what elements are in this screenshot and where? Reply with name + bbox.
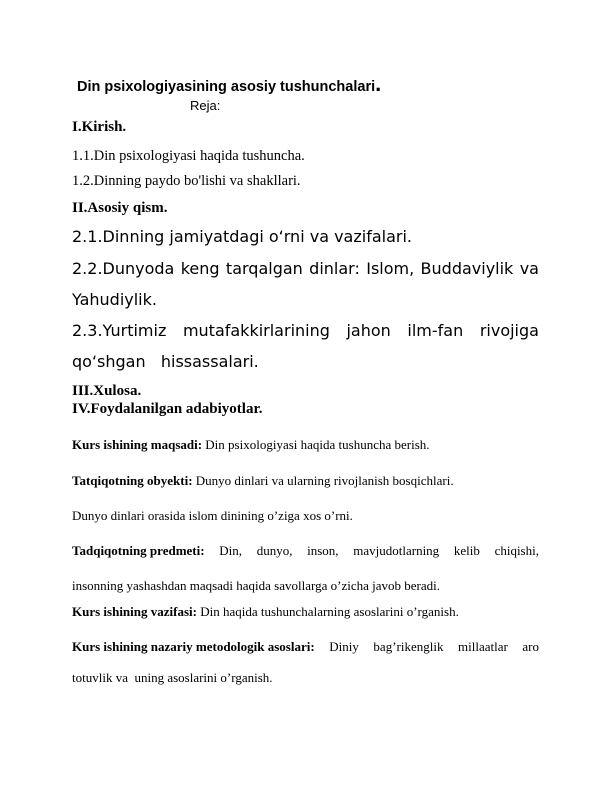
research-subject-line2: insonning yashashdan maqsadi haqida savollarga o’zicha javob beradi. xyxy=(72,578,440,593)
research-object-text: Dunyo dinlari va ularning rivojlanish bosqichlari. xyxy=(192,473,454,488)
word: Buddaviylik xyxy=(420,259,514,278)
word: 2.2.Dunyoda xyxy=(72,259,175,278)
title-dot: . xyxy=(375,71,382,96)
plan-item-1-2: 1.2.Dinning paydo bo'lishi va shakllari. xyxy=(72,173,301,189)
course-goal-text: Din psixologiyasi haqida tushuncha berish. xyxy=(202,437,430,452)
course-task-label: Kurs ishining vazifasi: xyxy=(72,604,197,619)
word: aro xyxy=(522,639,539,654)
word: kelib xyxy=(453,543,480,558)
plan-main: II.Asosiy qism. xyxy=(72,200,168,216)
research-object-label: Tatqiqotning obyekti: xyxy=(72,473,193,488)
course-task-text: Din haqida tushunchalarning asoslarini o’rganish. xyxy=(196,604,459,619)
word: millaatlar xyxy=(458,639,508,654)
word: keng xyxy=(180,259,220,278)
document-title-text: Din psixologiyasining asosiy tushunchalari xyxy=(77,79,376,95)
word: rivojiga xyxy=(479,321,539,340)
word: inson, xyxy=(307,543,339,558)
word: va xyxy=(519,259,539,278)
word: bag’rikenglik xyxy=(373,639,444,654)
course-method-label: Kurs ishining nazariy metodologik asoslari: xyxy=(72,639,315,654)
word: chiqishi, xyxy=(494,543,539,558)
course-goal-label: Kurs ishining maqsadi: xyxy=(72,437,203,452)
plan-item-1-1: 1.1.Din psixologiyasi haqida tushuncha. xyxy=(72,148,305,164)
word: mavjudotlarning xyxy=(353,543,440,558)
plan-item-2-2-cont: Yahudiylik. xyxy=(72,290,157,309)
plan-item-2-3-cont: qo‘shgan hissassalari. xyxy=(72,352,259,371)
document-title xyxy=(77,71,382,96)
research-object-line2: Dunyo dinlari orasida islom dinining o’ziga xos o’rni. xyxy=(72,508,353,523)
plan-item-2-1: 2.1.Dinning jamiyatdagi o‘rni va vazifalari. xyxy=(72,227,412,246)
course-method xyxy=(72,639,539,655)
course-goal xyxy=(72,437,430,453)
word: mutafakkirlarining xyxy=(182,321,330,340)
plan-heading: Reja: xyxy=(190,98,221,113)
word: Din, xyxy=(219,543,243,558)
word: dinlar: xyxy=(309,259,360,278)
word: Islom, xyxy=(366,259,415,278)
word: Diniy xyxy=(329,639,359,654)
course-task xyxy=(72,604,459,620)
word: jahon xyxy=(346,321,391,340)
research-subject xyxy=(72,543,539,559)
plan-conclusion: III.Xulosa. xyxy=(72,383,142,399)
plan-references: IV.Foydalanilgan adabiyotlar. xyxy=(72,401,263,417)
plan-item-2-2 xyxy=(72,259,539,278)
plan-intro: I.Kirish. xyxy=(72,119,127,135)
word: ilm-fan xyxy=(407,321,464,340)
word: tarqalgan xyxy=(225,259,303,278)
plan-item-2-3 xyxy=(72,321,539,340)
course-method-line2: totuvlik va uning asoslarini o’rganish. xyxy=(72,670,273,685)
research-subject-label: Tadqiqotning predmeti: xyxy=(72,543,205,558)
research-object xyxy=(72,473,454,489)
word: dunyo, xyxy=(256,543,293,558)
word: 2.3.Yurtimiz xyxy=(72,321,167,340)
